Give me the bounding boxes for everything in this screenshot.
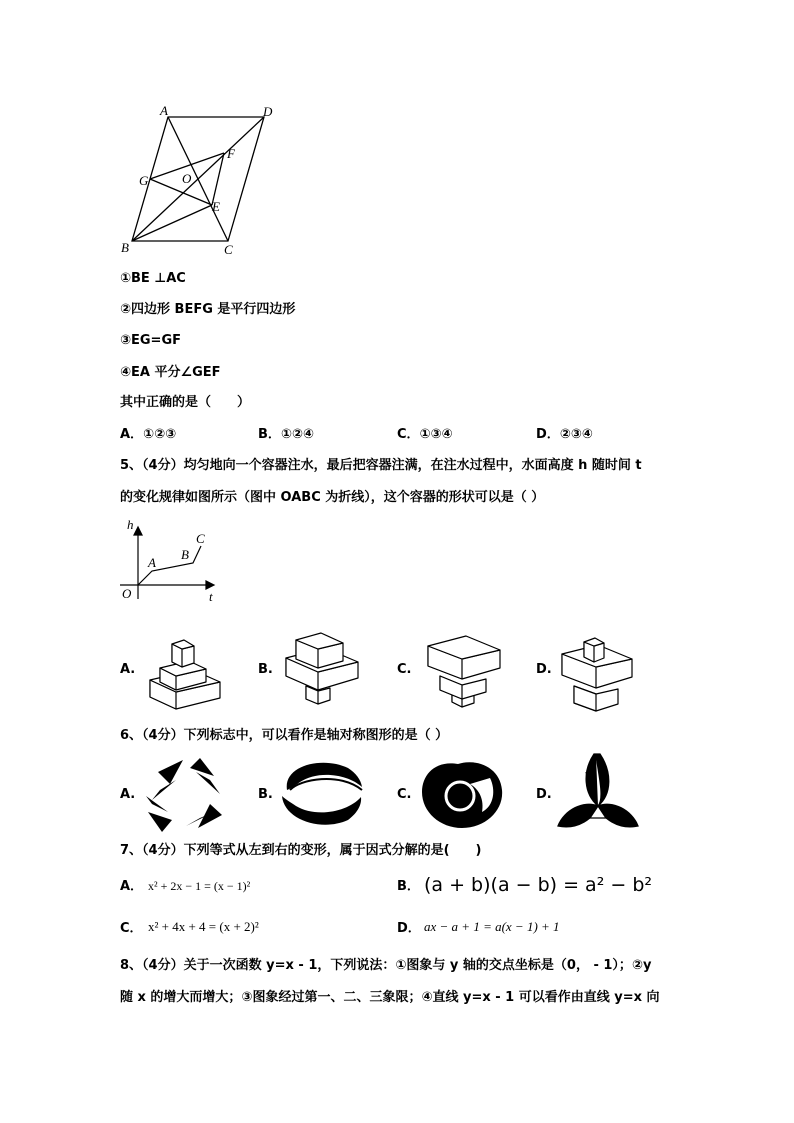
logo-b-crescents xyxy=(282,763,362,825)
q7-option-a-letter[interactable]: A． xyxy=(120,879,144,894)
logo-c-spiral xyxy=(422,762,502,828)
statement-3: ③EG=GF xyxy=(120,333,182,348)
q7-option-d-expr: ax − a + 1 = a(x − 1) + 1 xyxy=(424,919,560,934)
q7-option-b-letter[interactable]: B． xyxy=(397,879,420,894)
q4-option-a[interactable]: A．①②③ xyxy=(120,427,177,442)
q6-option-d-letter[interactable]: D. xyxy=(536,787,552,802)
label-f: F xyxy=(227,146,235,161)
q6-option-b-letter[interactable]: B. xyxy=(258,787,273,802)
statement-2: ②四边形 BEFG 是平行四边形 xyxy=(120,302,296,317)
label-a: A xyxy=(160,103,168,118)
graph-label-t: t xyxy=(209,589,213,604)
label-g: G xyxy=(139,173,149,188)
q5-stem-line2: 的变化规律如图所示（图中 OABC 为折线），这个容器的形状可以是（ ） xyxy=(120,490,545,505)
statement-4: ④EA 平分∠GEF xyxy=(120,365,221,380)
q6-stem: 6、（4分）下列标志中，可以看作是轴对称图形的是（ ） xyxy=(120,728,449,743)
statement-1: ①BE ⊥AC xyxy=(120,271,186,286)
q4-prompt: 其中正确的是（ ） xyxy=(120,395,251,410)
label-c: C xyxy=(224,242,233,257)
label-e: E xyxy=(212,199,220,214)
q7-option-c-letter[interactable]: C． xyxy=(120,921,143,936)
q5-option-c-letter[interactable]: C. xyxy=(397,662,412,677)
q4-option-d[interactable]: D．②③④ xyxy=(536,427,593,442)
q7-option-c-expr: x² + 4x + 4 = (x + 2)² xyxy=(148,919,259,934)
q7-stem: 7、（4分）下列等式从左到右的变形，属于因式分解的是( ) xyxy=(120,843,482,858)
q6-option-c-letter[interactable]: C. xyxy=(397,787,412,802)
q6-option-a-letter[interactable]: A. xyxy=(120,787,136,802)
graph-label-c: C xyxy=(196,531,205,546)
q7-option-a-expr: x² + 2x − 1 = (x − 1)² xyxy=(148,879,251,893)
logo-a-pinwheel xyxy=(146,758,222,832)
q7-option-d-letter[interactable]: D． xyxy=(397,921,421,936)
graph-label-a: A xyxy=(148,555,156,570)
graph-label-h: h xyxy=(127,517,134,532)
logo-d-petals xyxy=(558,754,638,827)
q5-option-d-letter[interactable]: D. xyxy=(536,662,552,677)
q5-option-b-letter[interactable]: B. xyxy=(258,662,273,677)
label-d: D xyxy=(263,104,273,119)
q8-stem-line1: 8、（4分）关于一次函数 y=x - 1，下列说法：①图象与 y 轴的交点坐标是（0， - 1）；②y xyxy=(120,958,652,973)
q8-stem-line2: 随 x 的增大而增大；③图象经过第一、二、三象限；④直线 y=x - 1 可以看作由直线 y=x 向 xyxy=(120,990,660,1005)
q5-option-a-letter[interactable]: A. xyxy=(120,662,136,677)
q4-option-b[interactable]: B．①②④ xyxy=(258,427,314,442)
label-b: B xyxy=(121,240,129,255)
q4-option-c[interactable]: C．①③④ xyxy=(397,427,453,442)
q7-option-b-expr: (a + b)(a − b) = a² − b² xyxy=(424,874,652,896)
label-o: O xyxy=(182,171,192,186)
graph-label-o: O xyxy=(122,586,132,601)
graph-label-b: B xyxy=(181,547,189,562)
q5-stem-line1: 5、（4分）均匀地向一个容器注水，最后把容器注满，在注水过程中，水面高度 h 随时间 t xyxy=(120,458,642,473)
